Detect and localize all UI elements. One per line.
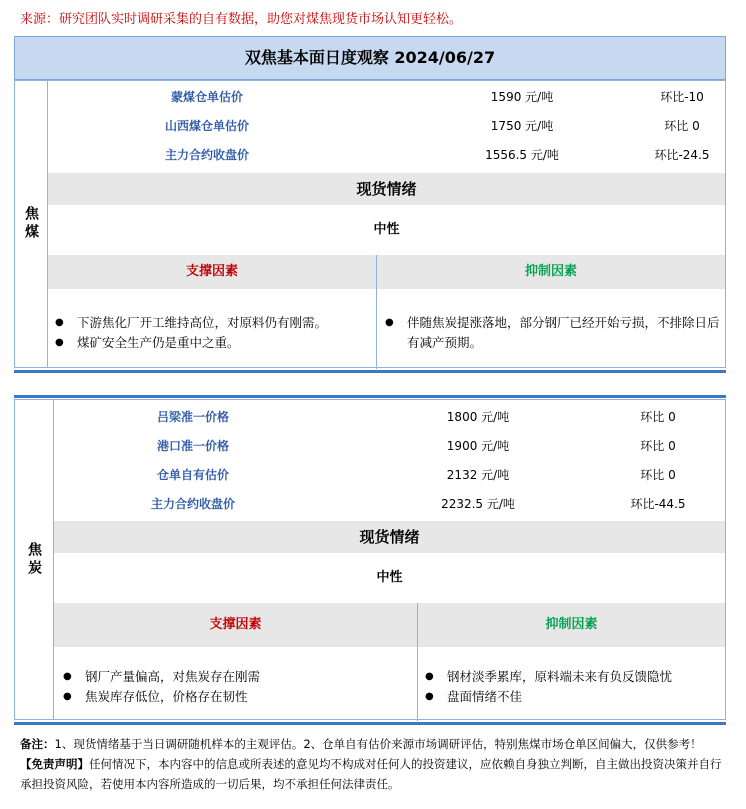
- price-label: 山西煤仓单估价: [164, 119, 249, 133]
- price-change: 环比 0: [640, 439, 676, 453]
- support-list: [63, 667, 413, 707]
- price-row: [47, 141, 727, 170]
- list-item: ● 钢材淡季累库，原料端未来有负反馈隐忧: [425, 667, 721, 687]
- price-label: 主力合约收盘价: [150, 497, 235, 511]
- support-factors-header: 支撑因素: [48, 255, 376, 289]
- price-value: 2132 元/吨: [446, 468, 510, 482]
- price-value: 1556.5 元/吨: [485, 148, 559, 162]
- price-row: [47, 112, 727, 141]
- price-value: 1590 元/吨: [490, 90, 554, 104]
- price-row: [53, 490, 727, 519]
- note-label: 备注：: [20, 737, 55, 751]
- list-item: ● 煤矿安全生产仍是重中之重。: [55, 333, 371, 353]
- list-item: ● 焦炭库存低位，价格存在韧性: [63, 687, 413, 707]
- price-row: [53, 432, 727, 461]
- sentiment-header: 现货情绪: [48, 173, 725, 205]
- sentiment-header: 现货情绪: [54, 521, 725, 553]
- disclaimer-text: 任何情况下，本内容中的信息或所表述的意见均不构成对任何人的投资建议，应依赖自身独立判断，自主做出投资决策并自行承担投资风险，若使用本内容所造成的一切后果，均不承担任何法律责任。: [20, 757, 722, 791]
- list-item: ● 盘面情绪不佳: [425, 687, 721, 707]
- suppress-list: [425, 667, 721, 707]
- price-value: 1750 元/吨: [490, 119, 554, 133]
- sentiment-value: 中性: [373, 222, 400, 237]
- price-change: 环比 0: [640, 410, 676, 424]
- suppress-factors-header: 抑制因素: [377, 255, 725, 289]
- coking-coal-side-label: 焦煤: [15, 81, 48, 367]
- price-label: 吕梁准一价格: [156, 410, 229, 424]
- price-change: 环比-44.5: [630, 497, 686, 511]
- price-change: 环比 0: [640, 468, 676, 482]
- list-item: ● 钢厂产量偏高，对焦炭存在刚需: [63, 667, 413, 687]
- price-value: 1900 元/吨: [446, 439, 510, 453]
- price-value: 1800 元/吨: [446, 410, 510, 424]
- price-value: 2232.5 元/吨: [441, 497, 515, 511]
- suppress-factors-header: 抑制因素: [418, 603, 725, 647]
- price-change: 环比 0: [664, 119, 700, 133]
- support-factors-header: 支撑因素: [54, 603, 417, 647]
- source-note: 来源：研究团队实时调研采集的自有数据，助您对煤焦现货市场认知更轻松。: [20, 12, 463, 27]
- disclaimer-label: 【免责声明】: [20, 757, 89, 771]
- coking-coal-section: [14, 80, 726, 368]
- price-label: 蒙煤仓单估价: [170, 90, 243, 104]
- sentiment-value: 中性: [376, 570, 403, 585]
- support-list: [55, 313, 371, 353]
- page-title: 双焦基本面日度观察 2024/06/27: [14, 36, 726, 80]
- note-text: 1、现货情绪基于当日调研随机样本的主观评估。2、仓单自有估价来源市场调研评估，特别焦煤市场仓单区间偏大，仅供参考！: [54, 737, 702, 751]
- price-row: [53, 403, 727, 432]
- suppress-list: [385, 313, 723, 353]
- price-label: 仓单自有估价: [156, 468, 229, 482]
- price-change: 环比-10: [660, 90, 704, 104]
- coke-side-label: 焦炭: [15, 400, 54, 719]
- list-item: ● 下游焦化厂开工维持高位，对原料仍有刚需。: [55, 313, 371, 333]
- price-label: 主力合约收盘价: [164, 148, 249, 162]
- footnote: [20, 734, 730, 794]
- coke-section: [14, 399, 726, 720]
- price-label: 港口准一价格: [156, 439, 229, 453]
- price-row: [47, 83, 727, 112]
- price-change: 环比-24.5: [654, 148, 710, 162]
- list-item: ● 伴随焦炭提涨落地，部分钢厂已经开始亏损，不排除日后有减产预期。: [385, 313, 723, 353]
- price-row: [53, 461, 727, 490]
